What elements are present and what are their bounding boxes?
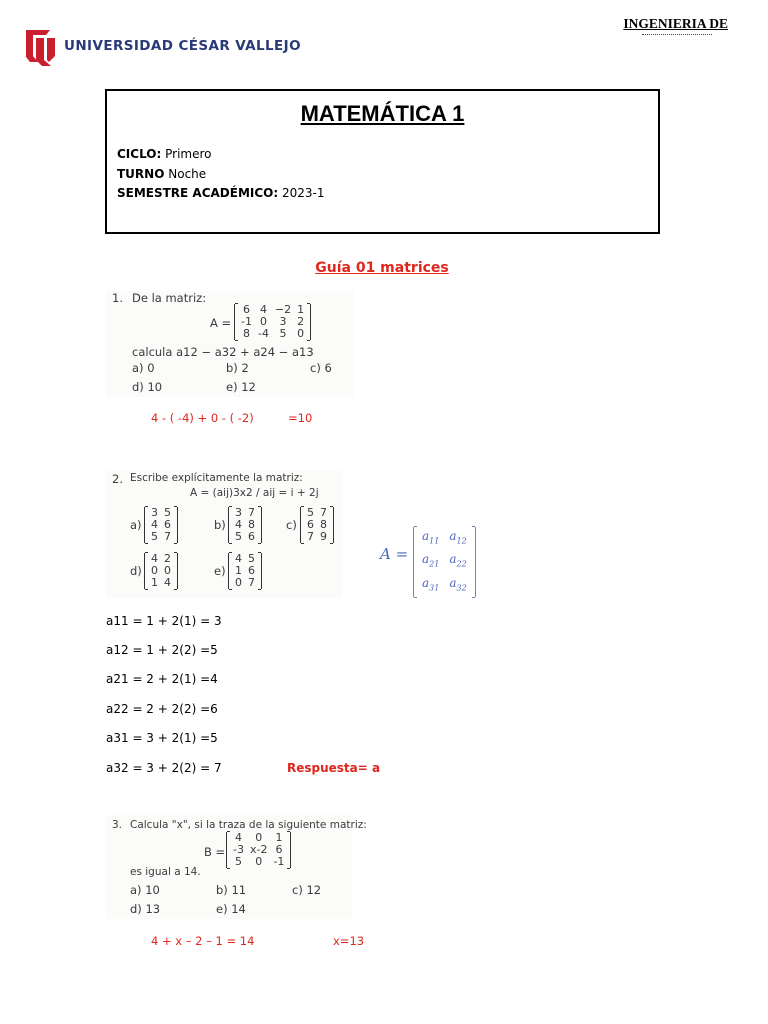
problem1-option-d: d) 10	[132, 380, 163, 394]
matrix-entry: $a_{31}$	[422, 575, 440, 593]
problem2-option-e-label: e)	[214, 564, 226, 578]
matrix-entry: 5	[151, 530, 158, 543]
ucv-emblem-icon	[24, 26, 58, 68]
course-title-box	[105, 89, 660, 234]
matrix-entry: 7	[248, 576, 255, 589]
problem1-number: 1.	[112, 291, 123, 305]
calc-a21: a21 = 2 + 2(1) =4	[106, 672, 218, 686]
problem2-statement: Escribe explícitamente la matriz:	[130, 472, 303, 484]
matrix-entry: 7	[307, 530, 314, 543]
matrix-entry: 4	[164, 576, 171, 589]
matrix-entry: x-2	[249, 843, 268, 856]
matrix-entry: 6	[307, 518, 314, 531]
calc-a22: a22 = 2 + 2(2) =6	[106, 702, 218, 716]
calc-a31: a31 = 3 + 2(1) =5	[106, 731, 218, 745]
problem3-matrix	[226, 832, 291, 868]
matrix-entry: 0	[151, 564, 158, 577]
faculty-cutoff-line	[642, 33, 712, 37]
problem3-statement: Calcula "x", si la traza de la siguiente matriz:	[130, 819, 367, 831]
matrix-entry: 0	[255, 831, 263, 844]
problem2-option-c-label: c)	[286, 518, 297, 532]
matrix-entry: 4	[151, 518, 158, 531]
matrix-entry: -1	[273, 855, 285, 868]
problem3-condition: es igual a 14.	[130, 866, 201, 878]
turno-value: Noche	[168, 166, 207, 181]
problem2-option-d-label: d)	[130, 564, 142, 578]
problem1-result: =10	[288, 411, 313, 425]
problem1-image	[106, 291, 354, 397]
semestre-label: SEMESTRE ACADÉMICO:	[117, 186, 279, 200]
problem1-option-e: e) 12	[226, 380, 256, 394]
problem1-prompt: calcula a12 − a32 + a24 − a13	[132, 345, 314, 359]
problem1-matrix-label: A =	[210, 316, 232, 330]
problem2-image	[106, 470, 342, 598]
matrix-entry: 3	[279, 315, 287, 328]
course-title: MATEMÁTICA 1	[300, 101, 465, 126]
matrix-entry: 6	[248, 530, 255, 543]
matrix-entry: 8	[242, 327, 250, 340]
problem2-option-e-matrix	[228, 553, 262, 589]
matrix-entry: -1	[241, 315, 252, 328]
problem1-matrix	[234, 304, 311, 340]
matrix-entry: 5	[235, 530, 242, 543]
matrix-entry: 5	[164, 506, 171, 519]
matrix-entry: $a_{11}$	[422, 529, 440, 546]
generic-matrix-label: A =	[380, 545, 409, 563]
problem3-result: x=13	[333, 934, 365, 948]
problem3-matrix-label: B =	[204, 845, 226, 859]
problem3-option-a: a) 10	[130, 883, 160, 897]
problem3-option-d: d) 13	[130, 902, 161, 916]
turno-label: TURNO	[117, 166, 165, 181]
matrix-entry: 5	[279, 327, 287, 340]
ciclo-label: CICLO:	[117, 147, 162, 161]
matrix-entry: 8	[248, 518, 255, 531]
matrix-entry: 9	[320, 530, 327, 543]
matrix-entry: 5	[234, 855, 242, 868]
problem2-option-c-matrix	[300, 507, 334, 543]
semestre-value: 2023-1	[282, 186, 325, 200]
university-name: UNIVERSIDAD CÉSAR VALLEJO	[64, 38, 301, 54]
calc-a12: a12 = 1 + 2(2) =5	[106, 643, 218, 657]
generic-matrix-a	[380, 527, 490, 593]
turno-row	[117, 165, 325, 185]
problem2-option-a-matrix	[144, 507, 178, 543]
matrix-entry: 4	[151, 552, 158, 565]
guide-title: Guía 01 matrices	[315, 260, 449, 276]
problem3-option-b: b) 11	[216, 883, 247, 897]
problem2-definition: A = (aij)3x2 / aij = i + 2j	[190, 487, 319, 499]
calc-a11: a11 = 1 + 2(1) = 3	[106, 614, 222, 628]
semestre-row	[117, 184, 325, 204]
matrix-entry: $a_{32}$	[449, 575, 467, 593]
problem3-number: 3.	[112, 819, 123, 831]
matrix-entry: 7	[248, 506, 255, 519]
matrix-entry: $a_{21}$	[422, 552, 440, 569]
problem2-option-b-matrix	[228, 507, 262, 543]
problem3-solution: 4 + x – 2 – 1 = 14	[151, 934, 255, 948]
matrix-entry: 3	[151, 506, 158, 519]
problem1-option-a: a) 0	[132, 361, 155, 375]
problem2-number: 2.	[112, 472, 123, 486]
matrix-entry: 4	[235, 552, 242, 565]
matrix-entry: 6	[164, 518, 171, 531]
problem1-option-c: c) 6	[310, 361, 332, 375]
matrix-entry: 7	[164, 530, 171, 543]
matrix-entry: 0	[259, 315, 267, 328]
matrix-entry: 7	[320, 506, 327, 519]
matrix-entry: 4	[259, 303, 267, 316]
matrix-entry: 4	[234, 831, 242, 844]
matrix-entry: 1	[275, 831, 283, 844]
problem2-option-d-matrix	[144, 553, 178, 589]
problem2-option-b-label: b)	[214, 518, 226, 532]
matrix-entry: -4	[257, 327, 269, 340]
matrix-entry: 1	[235, 564, 242, 577]
faculty-name: INGENIERIA DE	[623, 16, 728, 31]
problem3-option-e: e) 14	[216, 902, 246, 916]
matrix-entry: 3	[235, 506, 242, 519]
problem2-answer: Respuesta= a	[287, 761, 381, 775]
problem1-statement: De la matriz:	[132, 291, 207, 305]
matrix-entry: 0	[297, 327, 305, 340]
problem3-image	[106, 815, 367, 919]
ciclo-row	[117, 145, 325, 165]
matrix-entry: -3	[233, 843, 244, 856]
ciclo-value: Primero	[165, 147, 212, 161]
problem2-option-a-label: a)	[130, 518, 142, 532]
matrix-entry: $a_{22}$	[449, 552, 467, 569]
matrix-entry: 5	[248, 552, 255, 565]
matrix-entry: 8	[320, 518, 327, 531]
course-info	[117, 145, 325, 204]
matrix-entry: 0	[235, 576, 242, 589]
matrix-entry: $a_{12}$	[449, 529, 467, 546]
matrix-entry: 1	[151, 576, 158, 589]
matrix-entry: 6	[248, 564, 255, 577]
calc-a32: a32 = 3 + 2(2) = 7	[106, 761, 222, 775]
matrix-entry: 0	[164, 564, 171, 577]
matrix-entry: 1	[297, 303, 305, 316]
matrix-entry: −2	[274, 303, 292, 316]
generic-matrix-entries	[413, 527, 476, 597]
matrix-entry: 6	[242, 303, 250, 316]
matrix-entry: 5	[307, 506, 314, 519]
problem3-option-c: c) 12	[292, 883, 322, 897]
problem1-option-b: b) 2	[226, 361, 249, 375]
matrix-entry: 2	[164, 552, 171, 565]
matrix-entry: 4	[235, 518, 242, 531]
matrix-entry: 0	[255, 855, 263, 868]
matrix-entry: 2	[297, 315, 305, 328]
university-logo	[24, 24, 301, 70]
problem1-solution: 4 - ( -4) + 0 - ( -2)	[151, 411, 254, 425]
matrix-entry: 6	[275, 843, 283, 856]
